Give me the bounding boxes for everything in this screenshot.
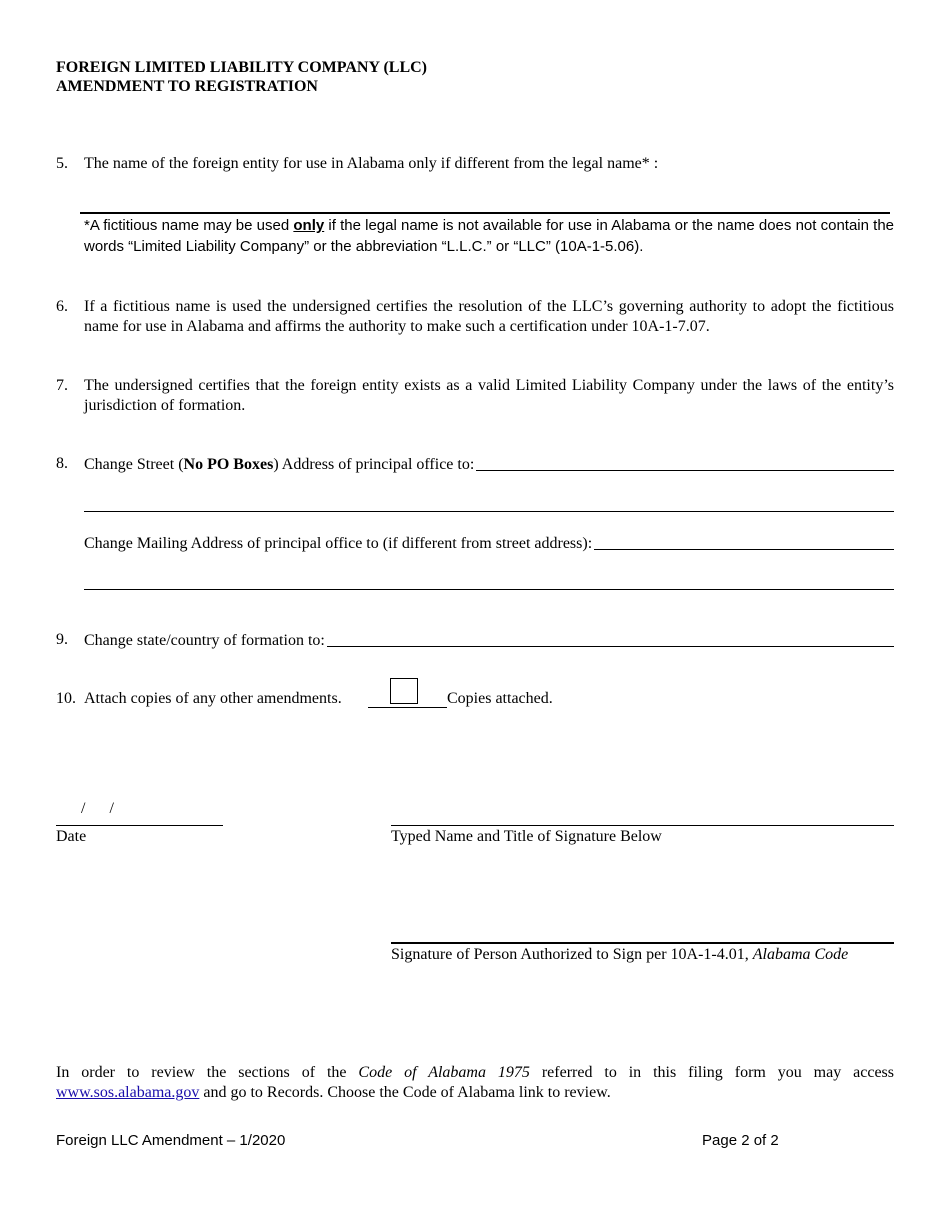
item8-number: 8. [56,455,68,472]
mailing-address-input-line-2[interactable] [84,589,894,590]
mailing-address-label: Change Mailing Address of principal office to (if different from street address): [84,535,593,552]
street-address-row [84,454,894,474]
item10-number: 10. [56,690,76,707]
item5-number: 5. [56,155,68,172]
state-formation-input-line[interactable] [327,646,894,647]
mailing-address-input-line[interactable] [594,549,894,550]
review-line1: In order to review the sections of the Code of Alabama 1975 referred to in this filing form you may access [56,1064,895,1081]
note-emphasis: only [293,217,325,234]
form-header [56,58,427,96]
copies-attached-checkbox[interactable] [390,678,418,704]
typed-name-label: Typed Name and Title of Signature Below [391,828,662,845]
item7-number: 7. [56,377,68,394]
state-formation-row [84,630,894,650]
sos-website-link[interactable]: www.sos.alabama.gov [56,1084,200,1101]
footer-page-number: Page 2 of 2 [702,1132,779,1149]
copies-attached-underline [368,707,447,708]
fictitious-name-note [84,215,894,257]
date-slashes: / / [81,800,114,817]
copies-attached-label: Copies attached. [447,690,553,707]
note-before: *A fictitious name may be used [84,217,294,234]
signature-label: Signature of Person Authorized to Sign per 10A-1-4.01, Alabama Code [391,946,849,963]
street-address-label: Change Street (No PO Boxes) Address of principal office to: [84,456,475,473]
item9-number: 9. [56,631,68,648]
header-title-line1: FOREIGN LIMITED LIABILITY COMPANY (LLC) [56,59,427,76]
date-label: Date [56,828,87,845]
mailing-address-row [84,533,894,553]
date-input-line[interactable] [56,825,223,826]
review-line2: www.sos.alabama.gov and go to Records. Choose the Code of Alabama link to review. [56,1084,611,1101]
state-formation-label: Change state/country of formation to: [84,632,325,649]
footer-form-id: Foreign LLC Amendment – 1/2020 [56,1132,286,1149]
street-address-input-line[interactable] [476,470,894,471]
note-after: if the legal name is not available for use in Alabama or the name does not contain the words “Limited Liability Company” or the abbreviation “L.L.C.” or “LLC” (10A-1-5.06). [84,217,895,255]
item6-text: If a fictitious name is used the undersigned certifies the resolution of the LLC’s governing authority to adopt the fictitious name for use in Alabama and affirms the authority to make such a certification under 10A-1-7.07. [84,298,894,335]
typed-name-input-line[interactable] [391,825,894,826]
header-title-line2: AMENDMENT TO REGISTRATION [56,78,318,95]
signature-input-line[interactable] [391,942,894,944]
item7-text: The undersigned certifies that the foreign entity exists as a valid Limited Liability Company under the laws of the entity’s jurisdiction of formation. [84,377,894,414]
item5-text: The name of the foreign entity for use in Alabama only if different from the legal name* : [84,155,659,172]
item5-name-input-line[interactable] [80,212,890,214]
street-address-input-line-2[interactable] [84,511,894,512]
item6-number: 6. [56,298,68,315]
item10-label: Attach copies of any other amendments. [84,690,342,707]
